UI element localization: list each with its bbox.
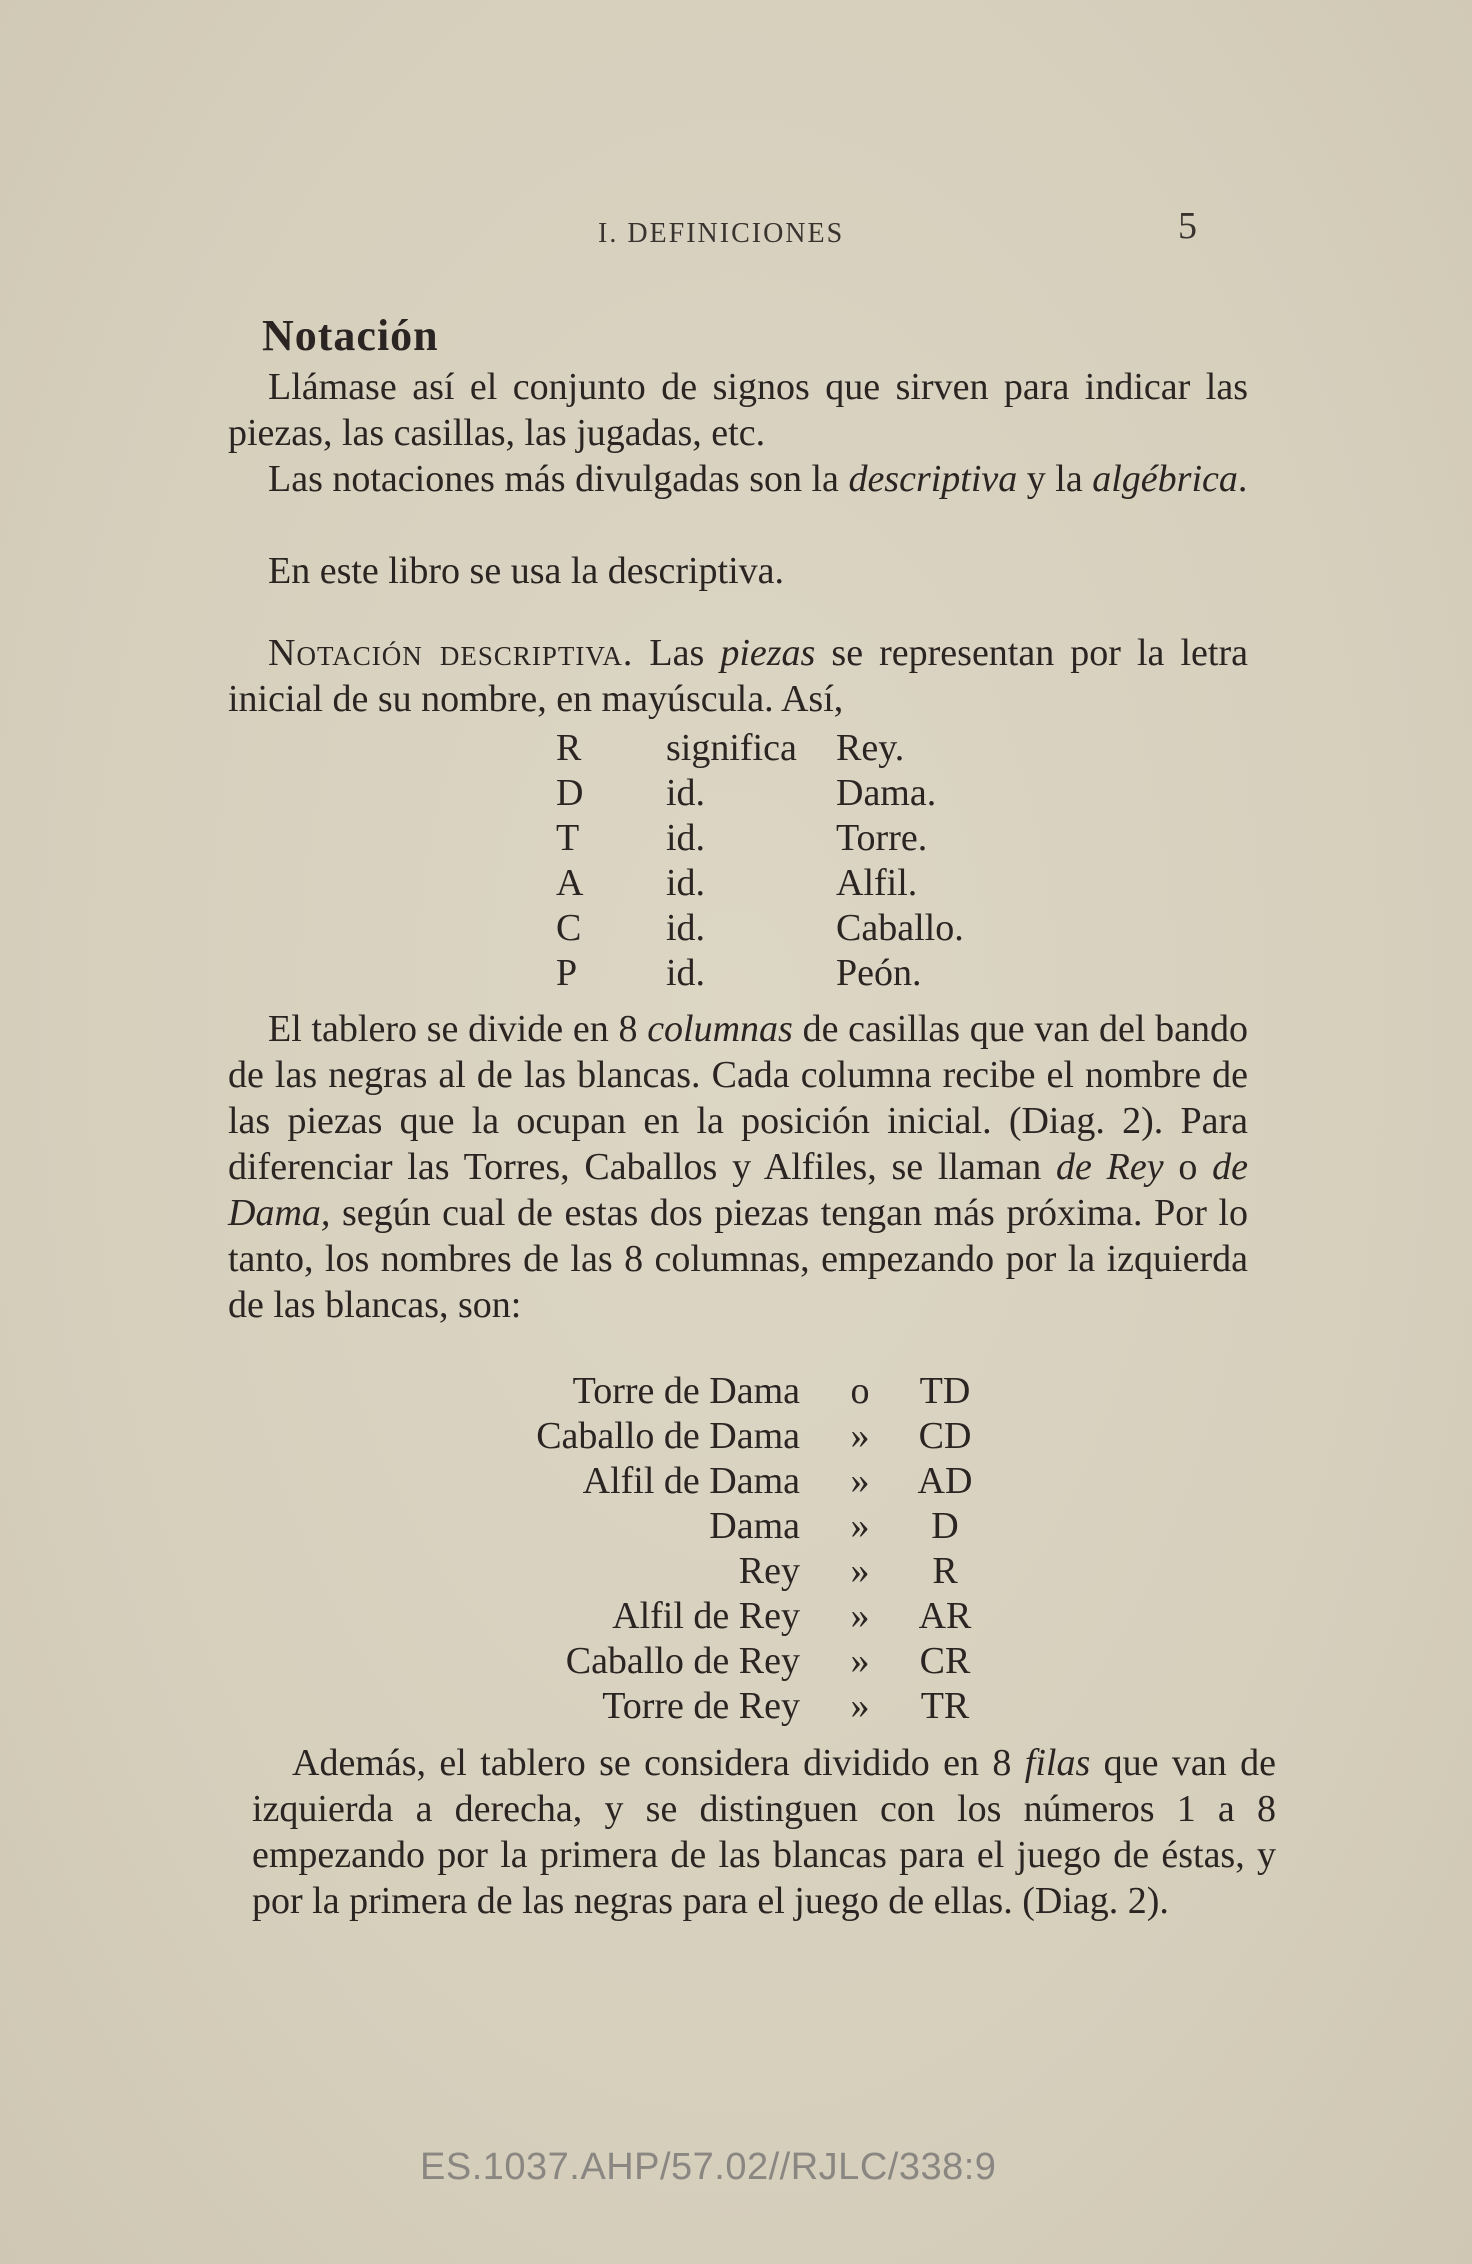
section-heading: Notación — [262, 311, 439, 360]
column-name: Caballo de Rey — [565, 1640, 800, 1682]
piece-name: Peón. — [836, 952, 922, 994]
column-name: Torre de Rey — [602, 1685, 800, 1727]
text-run: según cual de estas dos piezas tengan más próxima. Por lo tanto, los nombres de las 8 columnas, empezando por la izquierda de las blancas, son: — [228, 1192, 1248, 1326]
column-conjunction: » — [850, 1595, 870, 1637]
text-run: Las — [633, 632, 721, 674]
piece-signifies: significa — [666, 727, 797, 769]
column-name: Dama — [709, 1505, 800, 1547]
column-conjunction: » — [850, 1550, 870, 1592]
column-abbreviation: AR — [918, 1595, 972, 1637]
column-row — [440, 1504, 1000, 1549]
piece-name: Caballo. — [836, 907, 964, 949]
piece-letter: C — [556, 907, 582, 949]
paragraph-rows — [252, 1740, 1276, 1924]
pieces-table — [552, 726, 964, 996]
archive-reference-stamp: ES.1037.AHP/57.02//RJLC/338:9 — [420, 2146, 997, 2188]
piece-row — [552, 726, 964, 771]
column-name: Alfil de Rey — [612, 1595, 800, 1637]
term-columnas: columnas — [647, 1008, 793, 1050]
text-run: de casillas que van del bando de las negras al de las blancas. Cada columna recibe el nombre de las piezas que la ocupan en la posición inicial. (Diag. 2). Para diferenciar las Torres, Caballos y Alfiles, se llaman — [228, 1008, 1248, 1188]
piece-signifies: id. — [666, 907, 706, 949]
term-filas: filas — [1024, 1742, 1091, 1784]
term-piezas: piezas — [720, 632, 816, 674]
piece-signifies: id. — [666, 952, 706, 994]
column-conjunction: » — [850, 1505, 870, 1547]
piece-letter: D — [556, 772, 584, 814]
piece-row — [552, 906, 964, 951]
piece-signifies: id. — [666, 772, 706, 814]
column-row — [440, 1684, 1000, 1729]
column-row — [440, 1459, 1000, 1504]
column-name: Rey — [738, 1550, 800, 1592]
piece-row — [552, 951, 964, 996]
term-descriptiva: descriptiva — [848, 458, 1018, 500]
text-run: . — [1237, 458, 1248, 500]
column-abbreviation: CD — [918, 1415, 972, 1457]
page-number: 5 — [1178, 205, 1197, 247]
text-run: que van de izquierda a derecha, y se distinguen con los números 1 a 8 empezando por la primera de las blancas para el juego de éstas, y por la primera de las negras para el juego de ellas. (Diag. 2). — [252, 1742, 1276, 1922]
column-abbreviation: D — [931, 1505, 959, 1547]
term-de-rey: de Rey — [1056, 1146, 1164, 1188]
paragraph-book-usage: En este libro se usa la descriptiva. — [268, 550, 785, 592]
text-run: El tablero se divide en 8 — [268, 1008, 648, 1050]
piece-letter: P — [556, 952, 578, 994]
column-conjunction: » — [850, 1685, 870, 1727]
piece-name: Rey. — [836, 727, 905, 769]
paragraph-columns — [228, 1006, 1248, 1328]
column-row — [440, 1594, 1000, 1639]
column-conjunction: » — [850, 1460, 870, 1502]
text-run: o — [1163, 1146, 1213, 1188]
column-row — [440, 1414, 1000, 1459]
piece-letter: T — [556, 817, 580, 859]
piece-name: Dama. — [836, 772, 937, 814]
column-name: Torre de Dama — [572, 1370, 800, 1412]
column-abbreviation: R — [932, 1550, 958, 1592]
piece-name: Torre. — [836, 817, 928, 859]
text-run: Las notaciones más divulgadas son la — [268, 458, 849, 500]
piece-letter: A — [556, 862, 584, 904]
piece-signifies: id. — [666, 862, 706, 904]
text-run: Además, el tablero se considera dividido en 8 — [292, 1742, 1025, 1784]
column-abbreviation: AD — [917, 1460, 973, 1502]
piece-signifies: id. — [666, 817, 706, 859]
text-run: se representan por la letra inicial de su nombre, en mayúscula. Así, — [228, 632, 1248, 720]
column-row — [440, 1549, 1000, 1594]
column-abbreviation: TD — [919, 1370, 971, 1412]
column-conjunction: » — [850, 1415, 870, 1457]
subheading-notacion-descriptiva: Notación descriptiva. — [268, 632, 634, 674]
column-row — [440, 1639, 1000, 1684]
term-algebrica: algébrica — [1092, 458, 1238, 500]
piece-letter: R — [556, 727, 582, 769]
column-conjunction: o — [850, 1370, 870, 1412]
text-run: y la — [1017, 458, 1093, 500]
column-name: Caballo de Dama — [536, 1415, 800, 1457]
paragraph-notations — [228, 456, 1248, 502]
column-abbreviation: TR — [920, 1685, 970, 1727]
piece-row — [552, 861, 964, 906]
piece-row — [552, 771, 964, 816]
term-de-dama: de Dama, — [228, 1146, 1249, 1234]
columns-table — [440, 1369, 1000, 1729]
piece-name: Alfil. — [836, 862, 918, 904]
running-header: I. DEFINICIONES — [598, 218, 845, 249]
column-conjunction: » — [850, 1640, 870, 1682]
piece-row — [552, 816, 964, 861]
paragraph-descriptive — [228, 630, 1248, 722]
paragraph-definition: Llámase así el conjunto de signos que sirven para indicar las piezas, las casillas, las jugadas, etc. — [228, 366, 1248, 454]
column-row — [440, 1369, 1000, 1414]
column-abbreviation: CR — [919, 1640, 971, 1682]
column-name: Alfil de Dama — [582, 1460, 800, 1502]
